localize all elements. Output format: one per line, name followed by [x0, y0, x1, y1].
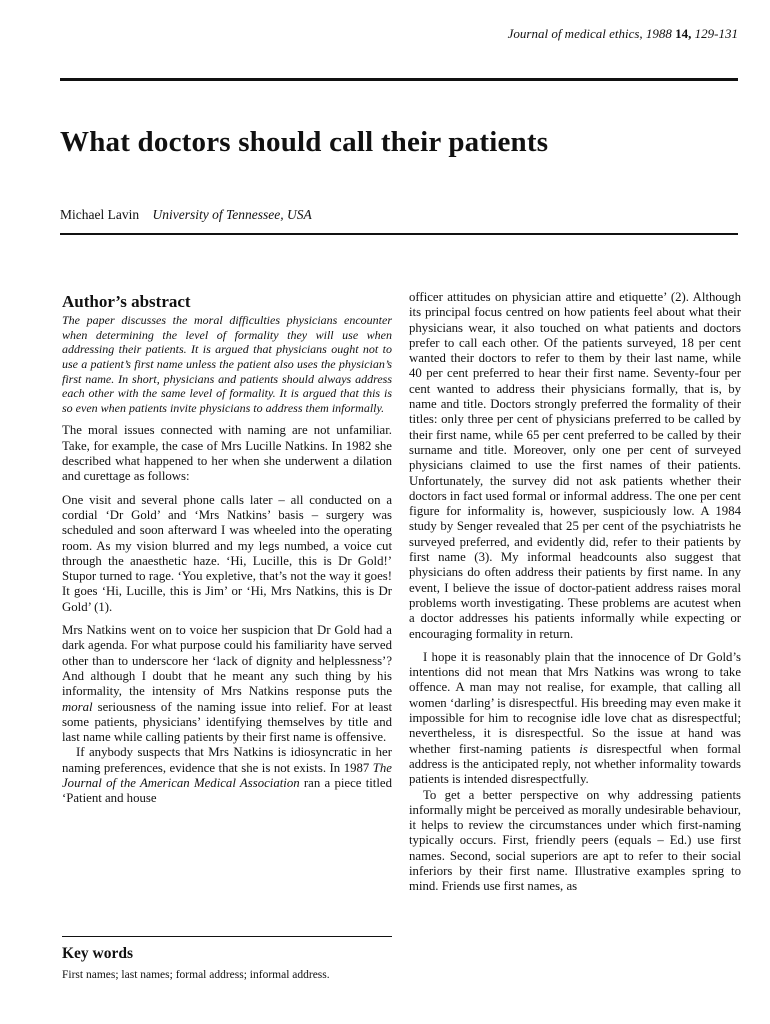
top-rule [60, 78, 738, 81]
article-title: What doctors should call their patients [60, 126, 549, 158]
abstract-heading: Author’s abstract [62, 292, 191, 311]
journal-name: Journal of medical ethics, 1988 [507, 26, 672, 41]
body-paragraph: The moral issues connected with naming are not unfamiliar. Take, for example, the case of Mrs Lucille Natkins. In 1982 she described what happened to her when she underwent a dilation and curettage as follows: [62, 423, 392, 484]
body-paragraph: I hope it is reasonably plain that the innocence of Dr Gold’s intentions did not mean that Mrs Natkins was wrong to take offence. A man may not realise, for example, that calling all women ‘darling’ is disrespectful. His breeding may even make it impossible for him to recognise idle love chat as disrespectful; nevertheless, it is disrespectful. So the issue at hand was whether first-naming patients is disrespectful when formal address is the anticipated reply, not whether informality towards patients is intended disrespectfully. [409, 649, 741, 787]
author-name: Michael Lavin [60, 207, 140, 222]
body-paragraph: To get a better perspective on why addressing patients informally might be perceived as morally undesirable behaviour, it helps to review the circumstances under which first-naming typically occurs. First, friendly peers (equals – Ed.) use first names. Second, social superiors are apt to refer to their social inferiors by their first name. Illustrative examples spring to mind. Friends use first names, as [409, 787, 741, 894]
keywords-heading: Key words [62, 945, 134, 962]
author-affiliation: University of Tennessee, USA [152, 207, 312, 222]
body-paragraph: Mrs Natkins went on to voice her suspicion that Dr Gold had a dark agenda. For what purpose could his familiarity have served other than to underscore her ‘lack of dignity and helplessness’? And although I doubt that he meant any such thing by his informality, the intensity of Mrs Natkins response puts the moral seriousness of the naming issue into relief. For at least some patients, physicians’ identifying themselves by title and last name while calling patients by their first name is offensive. [62, 623, 392, 745]
block-quote: One visit and several phone calls later – all conducted on a cordial ‘Dr Gold’ and ‘Mrs Natkins’ basis – surgery was scheduled and soon afterward I was wheeled into the operating room. As my vision blurred and my legs numbed, a voice cut through the anaesthetic haze. ‘Hi, Lucille, this is Dr Gold!’ Stupor turned to rage. ‘You expletive, that’s not the way it goes! It goes ‘Hi, Lucille, this is Jim’ or ‘Hi, Mrs Natkins, this is Dr Gold’ (1). [62, 492, 392, 614]
byline-rule [60, 233, 738, 235]
body-paragraph: If anybody suspects that Mrs Natkins is idiosyncratic in her naming preferences, evidence that she is not exists. In 1987 The Journal of the American Medical Association ran a piece titled ‘Patient and house [62, 745, 392, 806]
keywords-text: First names; last names; formal address; informal address. [62, 969, 330, 981]
journal-volume: 14, [675, 26, 692, 41]
journal-pages: 129-131 [694, 26, 738, 41]
journal-citation [508, 26, 738, 42]
abstract-text: The paper discusses the moral difficulties physicians encounter when determining the level of formality they will use when addressing their patients. It is argued that physicians ought not to use a patient’s first name unless the patient also uses the physician’s first name. In short, physicians and patients should always address each other with the same level of formality. It is argued that this is so even when patients invite physicians to address them informally. [62, 313, 392, 415]
byline [60, 207, 312, 223]
right-column [409, 290, 741, 903]
left-column [62, 290, 392, 815]
keywords-box [62, 936, 392, 981]
body-paragraph: officer attitudes on physician attire and etiquette’ (2). Although its principal focus centred on how patients feel about what their physicians wear, it also touched on what patients and doctors prefer to call each other. Of the patients surveyed, 18 per cent wanted their doctors to refer to them by their last name, while 40 per cent preferred to hear their first name. Seventy-four per cent wanted to address their physicians formally, that is, by name and title. Doctors strongly preferred the formality of their titles: only three per cent of physicians preferred to be called by their first name, while 65 per cent preferred to be called by their surname and title. Moreover, only one per cent of surveyed physicians claimed to use the first names of their patients. Unfortunately, the survey did not ask patients whether their doctors in fact used formal or informal address. The one per cent figure for informality is, however, suspiciously low. A 1984 study by Senger revealed that 25 per cent of the psychiatrists he surveyed preferred, and evidently did, refer to their patients by first name (3). My informal headcounts also suggest that physicians do often address their patients by first name. In any event, I believe the issue of doctor-patient address raises moral problems worth investigating. These problems are acutest when a doctor addresses his patients informally while expecting or encouraging formality in return. [409, 290, 741, 641]
